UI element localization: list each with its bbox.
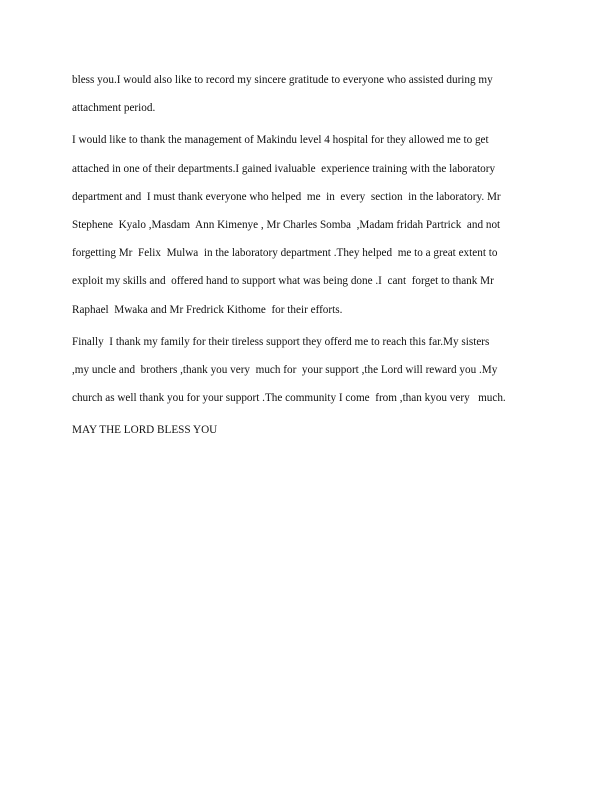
paragraph-family-thanks <box>72 328 542 413</box>
document-body <box>72 66 542 449</box>
text-line: ,my uncle and brothers ,thank you very much for your support ,the Lord will reward you .My <box>72 364 498 377</box>
text-line: department and I must thank everyone who helped me in every section in the laboratory. Mr <box>72 190 501 203</box>
text-line: exploit my skills and offered hand to support what was being done .I cant forget to thank Mr <box>72 275 494 288</box>
paragraph-hospital-thanks <box>72 126 542 323</box>
paragraph-gratitude <box>72 66 542 122</box>
text-line: Raphael Mwaka and Mr Fredrick Kithome for their efforts. <box>72 303 343 316</box>
text-line: attachment period. <box>72 102 156 115</box>
text-line: Stephene Kyalo ,Masdam Ann Kimenye , Mr Charles Somba ,Madam fridah Partrick and not <box>72 219 501 232</box>
closing-blessing: MAY THE LORD BLESS YOU <box>72 424 218 437</box>
text-line: church as well thank you for your support .The community I come from ,than kyou very much. <box>72 392 506 405</box>
text-line: Finally I thank my family for their tireless support they offerd me to reach this far.My sisters <box>72 335 490 348</box>
text-line: forgetting Mr Felix Mulwa in the laboratory department .They helped me to a great extent to <box>72 247 498 260</box>
text-line: bless you.I would also like to record my sincere gratitude to everyone who assisted during my <box>72 74 493 86</box>
text-line: I would like to thank the management of Makindu level 4 hospital for they allowed me to get <box>72 134 489 147</box>
text-line: attached in one of their departments.I gained ivaluable experience training with the laboratory <box>72 162 496 175</box>
